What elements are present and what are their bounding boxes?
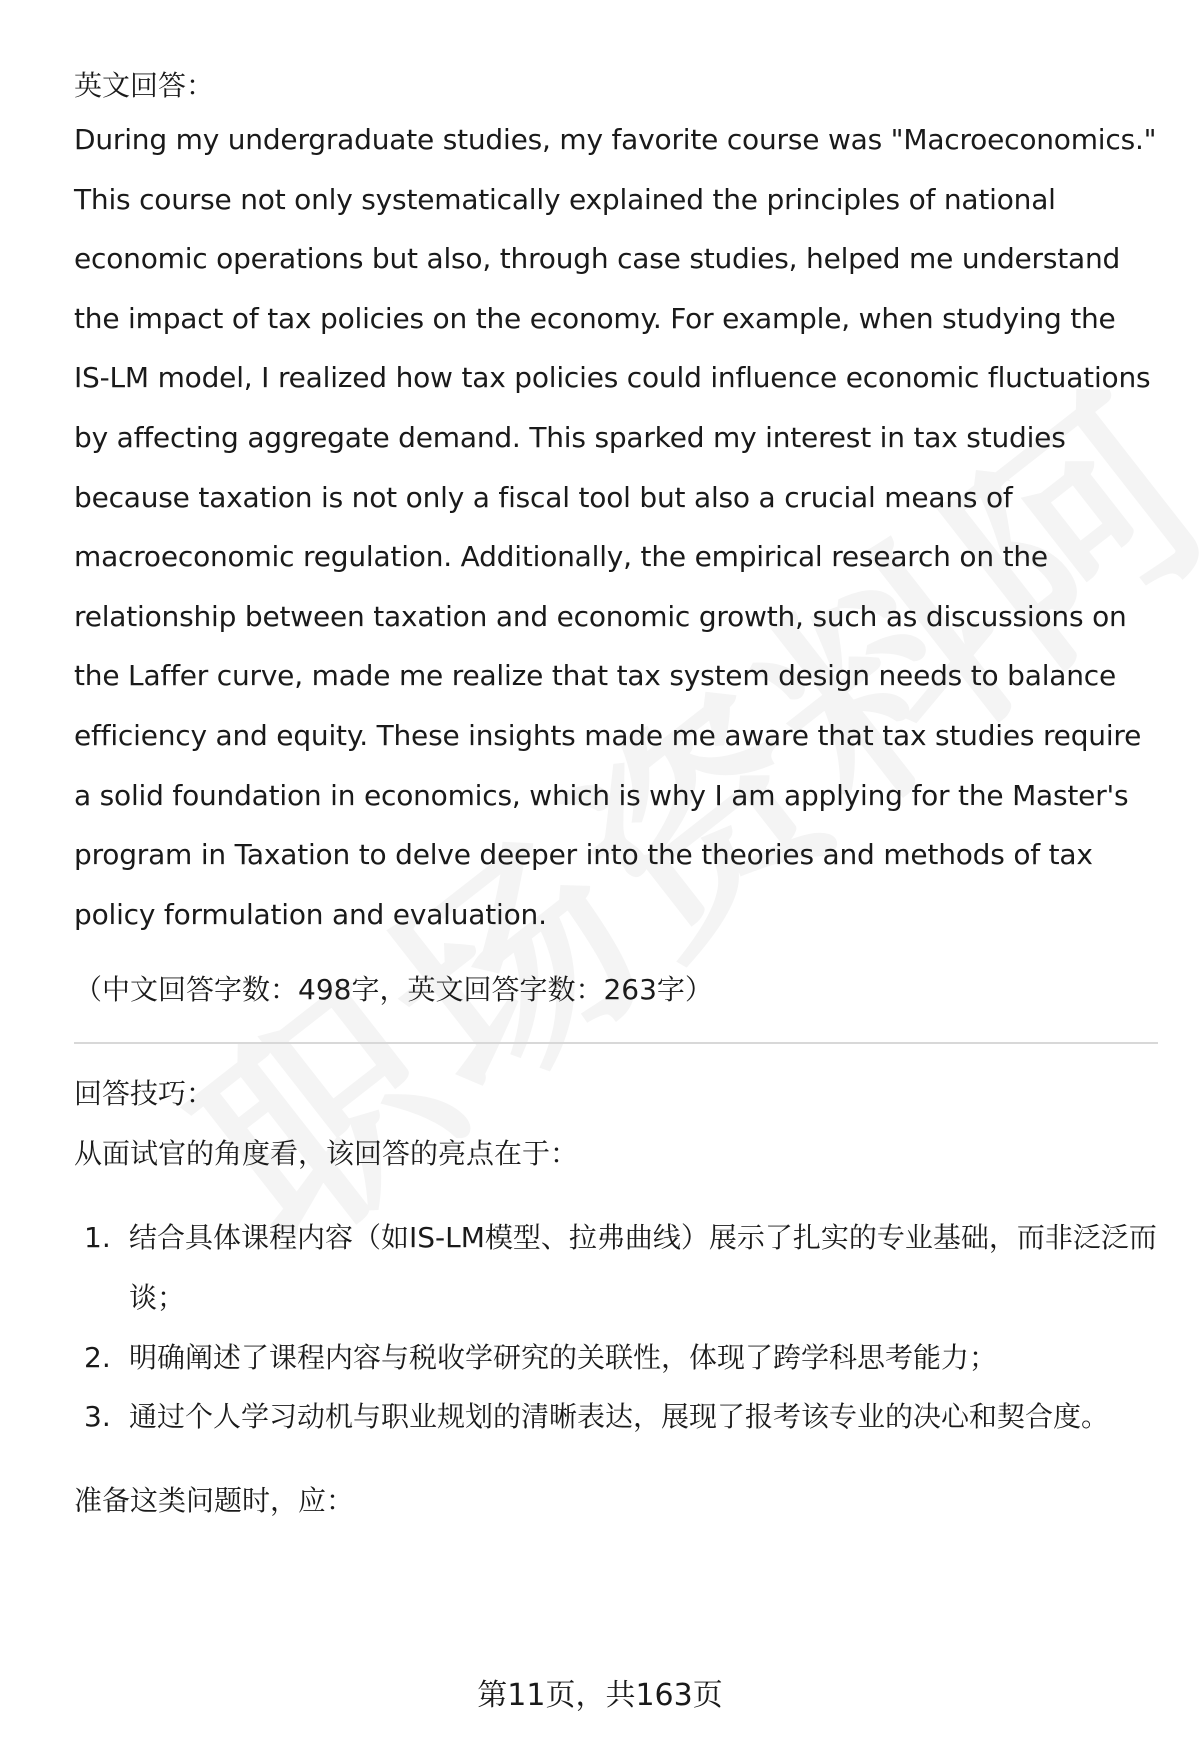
list-item-number: 1. xyxy=(84,1221,111,1255)
list-item-number: 2. xyxy=(84,1340,111,1374)
document-page xyxy=(74,62,1158,1525)
section-divider xyxy=(74,1042,1158,1044)
page-number: 第11页，共163页 xyxy=(477,1678,723,1713)
list-item-text: 结合具体课程内容（如IS-LM模型、拉弗曲线）展示了扎实的专业基础，而非泛泛而谈； xyxy=(129,1221,1157,1314)
tips-heading: 回答技巧： xyxy=(74,1077,215,1111)
english-answer-body: During my undergraduate studies, my favorite course was "Macroeconomics." This course not only systematically explained the principles of national economic operations but also, through case studies, helped me understand the impact of tax policies on the economy. For example, when studying the IS-LM model, I realized how tax policies could influence economic fluctuations by affecting aggregate demand. This sparked my interest in tax studies because taxation is not only a fiscal tool but also a crucial means of macroeconomic regulation. Additionally, the empirical research on the relationship between taxation and economic growth, such as discussions on the Laffer curve, made me realize that tax system design needs to balance efficiency and equity. These insights made me aware that tax studies require a solid foundation in economics, which is why I am applying for the Master's program in Taxation to delve deeper into the theories and methods of tax policy formulation and evaluation. xyxy=(74,123,1157,931)
word-count-note: （中文回答字数：498字，英文回答字数：263字） xyxy=(74,973,713,1007)
list-item xyxy=(74,1208,1158,1327)
list-item-text: 通过个人学习动机与职业规划的清晰表达，展现了报考该专业的决心和契合度。 xyxy=(129,1400,1110,1434)
list-item-text: 明确阐述了课程内容与税收学研究的关联性，体现了跨学科思考能力； xyxy=(129,1340,998,1374)
list-item xyxy=(74,1387,1158,1447)
tips-list xyxy=(74,1208,1158,1446)
list-item xyxy=(74,1328,1158,1388)
list-item-number: 3. xyxy=(84,1400,111,1434)
tips-intro: 从面试官的角度看，该回答的亮点在于： xyxy=(74,1137,579,1171)
english-answer-heading: 英文回答： xyxy=(74,69,215,102)
prep-heading: 准备这类问题时，应： xyxy=(74,1483,355,1517)
